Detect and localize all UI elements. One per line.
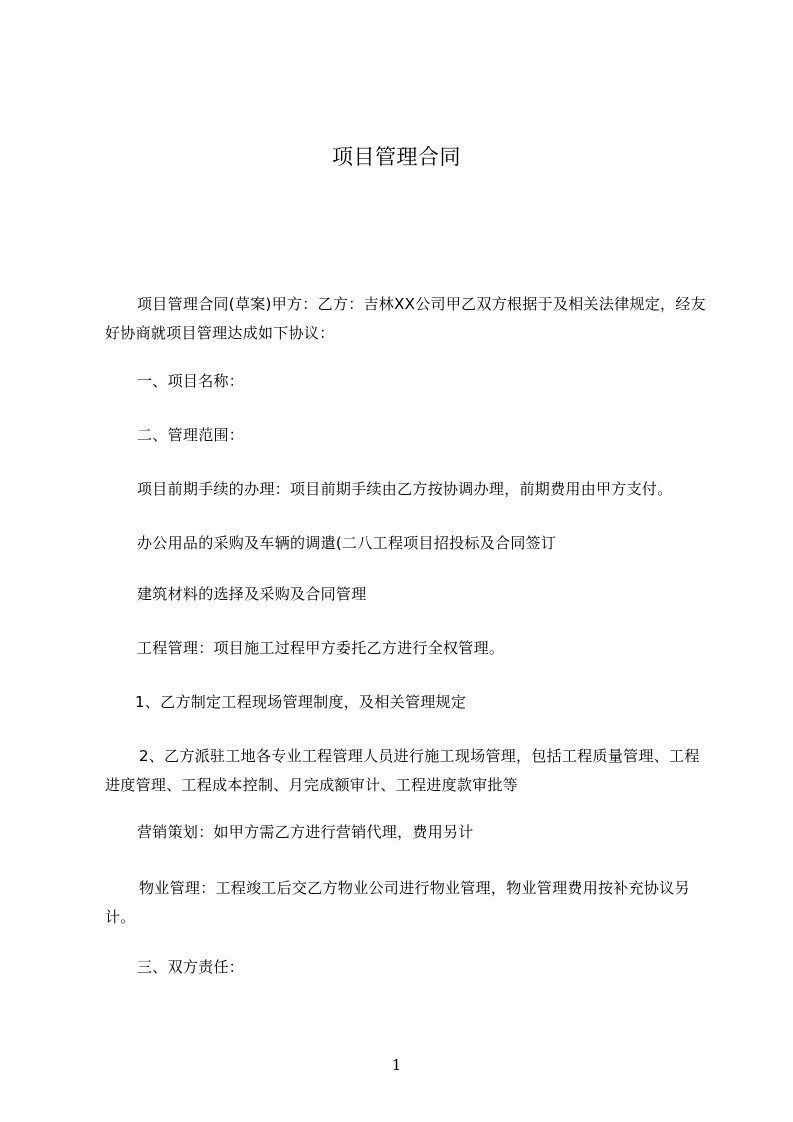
- section-project-name: 一、项目名称：: [137, 372, 245, 390]
- scope-item-preliminary-procedures: 项目前期手续的办理：项目前期手续由乙方按协调办理，前期费用由甲方支付。: [137, 480, 673, 498]
- contract-preamble: 项目管理合同(草案)甲方：乙方：吉林XX公司甲乙双方根据于及相关法律规定，经友好协商就项目管理达成如下协议：: [105, 295, 706, 342]
- section-responsibilities: 三、双方责任：: [137, 958, 245, 976]
- scope-item-office-supplies: 办公用品的采购及车辆的调遣(二八工程项目招投标及合同签订: [137, 534, 557, 552]
- page-number: 1: [391, 1056, 402, 1074]
- engineering-clause-1: 1、乙方制定工程现场管理制度，及相关管理规定: [135, 693, 467, 711]
- scope-item-building-materials: 建筑材料的选择及采购及合同管理: [137, 585, 367, 603]
- engineering-clause-2: 2、乙方派驻工地各专业工程管理人员进行施工现场管理，包括工程质量管理、工程进度管理、工程成本控制、月完成额审计、工程进度款审批等: [105, 747, 700, 794]
- scope-item-engineering-management: 工程管理：项目施工过程甲方委托乙方进行全权管理。: [137, 639, 505, 657]
- scope-item-marketing: 营销策划：如甲方需乙方进行营销代理，费用另计: [137, 823, 474, 841]
- section-management-scope: 二、管理范围：: [137, 426, 245, 444]
- document-title: 项目管理合同: [332, 145, 461, 169]
- scope-item-property-management: 物业管理：工程竣工后交乙方物业公司进行物业管理，物业管理费用按补充协议另计。: [105, 879, 690, 926]
